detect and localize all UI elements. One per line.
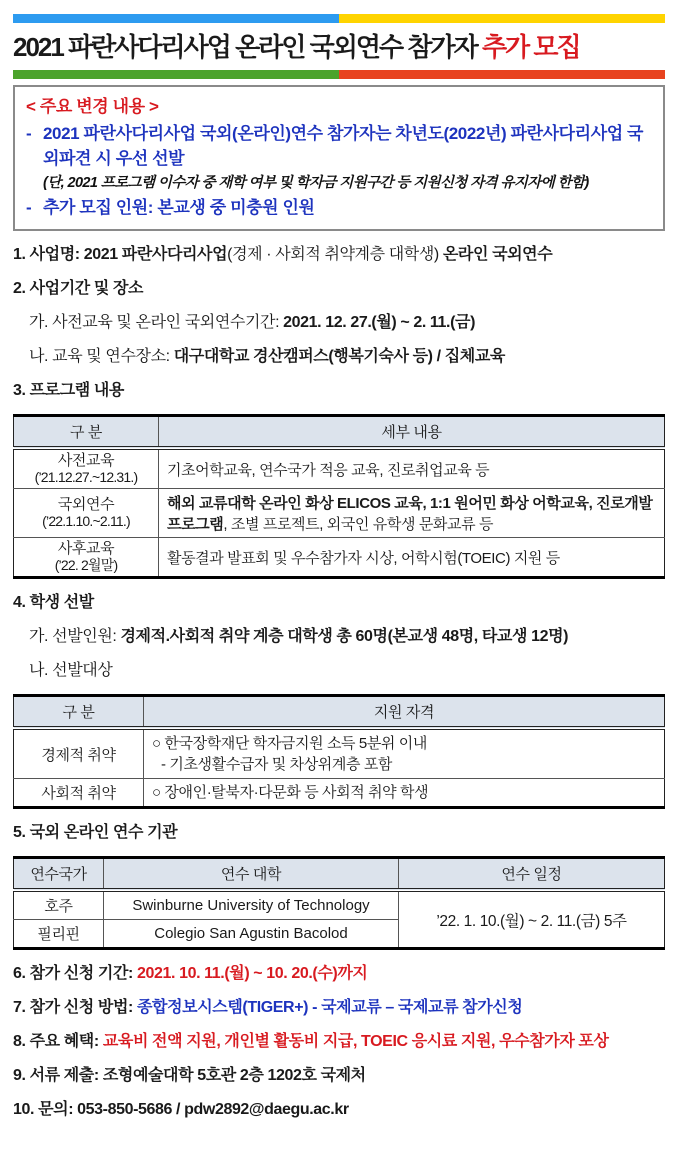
section-1-lead: 1. 사업명: 2021 파란사다리사업: [13, 246, 228, 263]
row-label-name: 사전교육: [57, 452, 115, 469]
row-label-name: 국외연수: [57, 496, 115, 513]
section-4-item-a: [13, 626, 665, 647]
table-row-overseas-training: [14, 489, 665, 538]
row-label-cell: 경제적 취약: [14, 728, 144, 779]
top-bar-yellow-segment: [339, 14, 665, 23]
section-4-heading: 4. 학생 선발: [13, 594, 94, 611]
section-1-program-name: [13, 244, 665, 265]
section-5-heading: 5. 국외 온라인 연수 기관: [13, 824, 178, 841]
section-1-detail: (경제 · 사회적 취약계층 대학생): [227, 246, 443, 263]
institutions-header-country: 연수국가: [14, 858, 104, 891]
row-label-date: (’22.1.10.~2.11.): [42, 513, 130, 529]
bullet-dash: -: [26, 124, 32, 143]
table-row-pre-education: [14, 448, 665, 489]
section-1-tail: 온라인 국외연수: [442, 246, 553, 263]
row-detail-cell: 기초어학교육, 연수국가 적응 교육, 진로취업교육 등: [159, 448, 665, 489]
section-2-item-b-label: 나. 교육 및 연수장소:: [29, 348, 174, 365]
top-divider-bar: [13, 14, 665, 23]
row-label-cell: 사회적 취약: [14, 779, 144, 808]
bullet-dash: -: [26, 198, 32, 217]
table-row-post-education: [14, 538, 665, 578]
section-3-heading: 3. 프로그램 내용: [13, 382, 124, 399]
section-2-item-a-label: 가. 사전교육 및 온라인 국외연수기간:: [29, 314, 284, 331]
eligibility-table: [13, 694, 665, 809]
schedule-cell: ’22. 1. 10.(월) ~ 2. 11.(금) 5주: [399, 890, 665, 949]
table-row-economic: [14, 728, 665, 779]
section-2-heading: 2. 사업기간 및 장소: [13, 280, 144, 297]
program-table: [13, 414, 665, 579]
row-label-cell: [14, 489, 159, 538]
section-4-item-b: 나. 선발대상: [29, 662, 113, 679]
title-divider-bar: [13, 70, 665, 79]
row-label-date: (’21.12.27.~12.31.): [34, 469, 138, 485]
table-row-social: [14, 779, 665, 808]
notice-note: (단, 2021 프로그램 이수자 중 재학 여부 및 학자금 지원구간 등 지원신청 자격 유지자에 한함): [43, 175, 589, 191]
page-title-highlight: 추가 모집: [481, 32, 580, 62]
notice-bullet-1-text: 2021 파란사다리사업 국외(온라인)연수 참가자는 차년도(2022년) 파란사다리사업 국외파견 시 우선 선발: [43, 124, 644, 168]
section-8-value: 교육비 전액 지원, 개인별 활동비 지급, TOEIC 응시료 지원, 우수참가자 포상: [102, 1033, 609, 1050]
section-10-contact: 10. 문의: 053-850-5686 / pdw2892@daegu.ac.kr: [13, 1101, 349, 1118]
notice-heading: < 주요 변경 내용 >: [26, 97, 159, 116]
university-cell: Swinburne University of Technology: [104, 890, 399, 920]
section-6-value: 2021. 10. 11.(월) ~ 10. 20.(수)까지: [137, 965, 368, 982]
table-row-australia: [14, 890, 665, 920]
eligibility-table-header-row: [14, 696, 665, 729]
program-table-header-category: 구 분: [14, 416, 159, 449]
qualification-line-1: ○ 한국장학재단 학자금지원 소득 5분위 이내: [152, 735, 427, 752]
section-9-document-submission: 9. 서류 제출: 조형예술대학 5호관 2층 1202호 국제처: [13, 1067, 366, 1084]
page-title-main: 2021 파란사다리사업 온라인 국외연수 참가자: [13, 32, 482, 62]
program-table-header-row: [14, 416, 665, 449]
notice-box: [13, 85, 665, 231]
section-7-value: 종합정보시스템(TIGER+) - 국제교류 – 국제교류 참가신청: [137, 999, 523, 1016]
notice-bullet-2-text: 추가 모집 인원: 본교생 중 미충원 인원: [43, 198, 315, 217]
page-title: [13, 30, 665, 64]
institutions-header-schedule: 연수 일정: [399, 858, 665, 891]
row-detail-bold: 해외 교류대학 온라인 화상 ELICOS 교육, 1:1 원어민 화상 어학교육, 진로개발 프로그램: [167, 495, 653, 533]
qualification-line-2: - 기초생활수급자 및 차상위계층 포함: [161, 756, 393, 773]
institutions-table-header-row: [14, 858, 665, 891]
top-bar-blue-segment: [13, 14, 339, 23]
section-7-label: 7. 참가 신청 방법:: [13, 999, 137, 1016]
divider-bar-red-segment: [339, 70, 665, 79]
section-8-label: 8. 주요 혜택:: [13, 1033, 103, 1050]
section-6-label: 6. 참가 신청 기간:: [13, 965, 137, 982]
row-detail-cell: [159, 489, 665, 538]
eligibility-header-category: 구 분: [14, 696, 144, 729]
section-4-item-a-label: 가. 선발인원:: [29, 628, 121, 645]
row-detail-cell: [144, 779, 665, 808]
eligibility-header-qualification: 지원 자격: [144, 696, 665, 729]
section-2-item-b: [13, 346, 665, 367]
section-2-item-a: [13, 312, 665, 333]
country-cell: 필리핀: [14, 920, 104, 949]
notice-bullet-1: [26, 121, 652, 171]
row-detail-rest: , 조별 프로젝트, 외국인 유학생 문화교류 등: [223, 516, 494, 533]
section-4-item-a-value: 경제적.사회적 취약 계층 대학생 총 60명(본교생 48명, 타교생 12명): [120, 628, 569, 645]
row-detail-cell: 활동결과 발표회 및 우수참가자 시상, 어학시험(TOEIC) 지원 등: [159, 538, 665, 578]
row-label-name: 사후교육: [57, 540, 115, 557]
university-cell: Colegio San Agustin Bacolod: [104, 920, 399, 949]
institutions-table: [13, 856, 665, 950]
row-label-date: (’22. 2월말): [54, 557, 118, 573]
row-label-cell: [14, 538, 159, 578]
section-2-item-a-value: 2021. 12. 27.(월) ~ 2. 11.(금): [283, 314, 475, 331]
section-6-application-period: [13, 963, 665, 984]
notice-bullet-2: [26, 195, 652, 220]
institutions-header-university: 연수 대학: [104, 858, 399, 891]
program-table-header-detail: 세부 내용: [159, 416, 665, 449]
divider-bar-green-segment: [13, 70, 339, 79]
country-cell: 호주: [14, 890, 104, 920]
row-label-cell: [14, 448, 159, 489]
section-2-item-b-value: 대구대학교 경산캠퍼스(행복기숙사 등) / 집체교육: [173, 348, 505, 365]
qualification-line-1: ○ 장애인·탈북자·다문화 등 사회적 취약 학생: [152, 784, 429, 801]
section-8-benefits: [13, 1031, 665, 1052]
row-detail-cell: [144, 728, 665, 779]
